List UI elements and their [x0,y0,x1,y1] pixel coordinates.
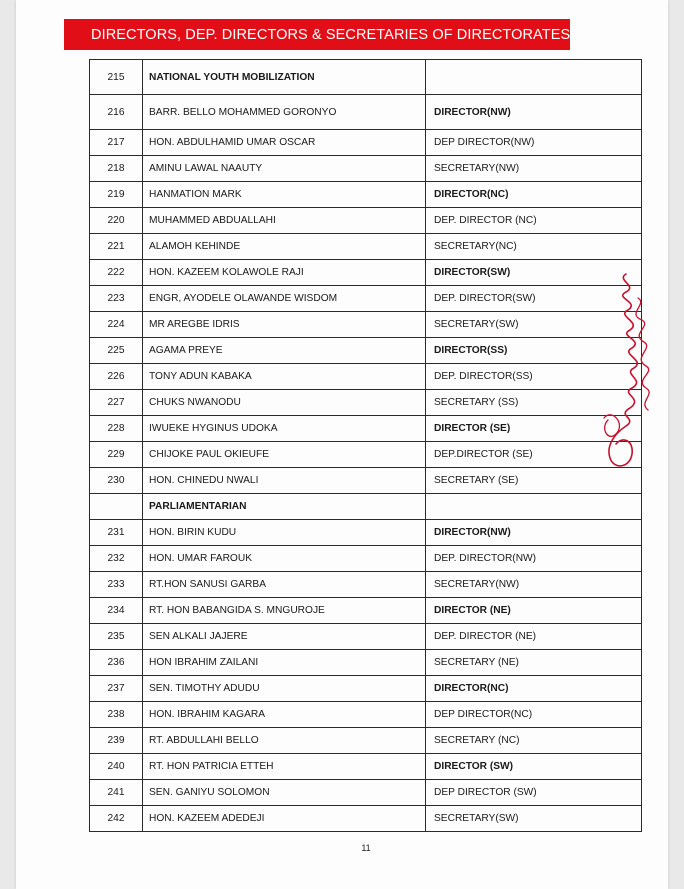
table-row [90,624,642,650]
name-cell: HON. CHINEDU NWALI [143,468,426,494]
name-cell: ENGR, AYODELE OLAWANDE WISDOM [143,286,426,312]
name-cell: RT. ABDULLAHI BELLO [143,728,426,754]
name-cell: HON. BIRIN KUDU [143,520,426,546]
name-cell: SEN. TIMOTHY ADUDU [143,676,426,702]
position-cell: SECRETARY(NW) [426,156,642,182]
serial-number-cell: 235 [90,624,143,650]
name-cell: RT. HON BABANGIDA S. MNGUROJE [143,598,426,624]
table-row [90,390,642,416]
position-cell: SECRETARY(NW) [426,572,642,598]
position-cell: SECRETARY(SW) [426,806,642,832]
position-cell: DIRECTOR(NW) [426,520,642,546]
table-row [90,754,642,780]
table-row [90,130,642,156]
position-cell: DEP. DIRECTOR (NE) [426,624,642,650]
position-cell: DEP DIRECTOR(NC) [426,702,642,728]
name-cell: PARLIAMENTARIAN [143,494,426,520]
page-number: 11 [361,843,371,853]
serial-number-cell: 241 [90,780,143,806]
position-cell: DEP DIRECTOR(NW) [426,130,642,156]
name-cell: RT. HON PATRICIA ETTEH [143,754,426,780]
serial-number-cell: 233 [90,572,143,598]
name-cell: HON IBRAHIM ZAILANI [143,650,426,676]
serial-number-cell: 232 [90,546,143,572]
serial-number-cell: 236 [90,650,143,676]
table-row [90,234,642,260]
table-body [90,60,642,832]
position-cell: DIRECTOR(NC) [426,182,642,208]
serial-number-cell: 237 [90,676,143,702]
table-row [90,676,642,702]
position-cell: DIRECTOR(NW) [426,95,642,130]
position-cell: SECRETARY (NE) [426,650,642,676]
serial-number-cell [90,494,143,520]
page-title: DIRECTORS, DEP. DIRECTORS & SECRETARIES OF DIRECTORATES [91,26,571,43]
serial-number-cell: 221 [90,234,143,260]
name-cell: HON. UMAR FAROUK [143,546,426,572]
table-row [90,520,642,546]
position-cell: SECRETARY (SS) [426,390,642,416]
table-row [90,494,642,520]
serial-number-cell: 218 [90,156,143,182]
name-cell: SEN. GANIYU SOLOMON [143,780,426,806]
document-page [16,0,668,889]
position-cell: DEP. DIRECTOR(NW) [426,546,642,572]
position-cell [426,60,642,95]
table-row [90,442,642,468]
serial-number-cell: 230 [90,468,143,494]
serial-number-cell: 231 [90,520,143,546]
position-cell: DIRECTOR(NC) [426,676,642,702]
table-row [90,364,642,390]
serial-number-cell: 224 [90,312,143,338]
position-cell: DIRECTOR (SE) [426,416,642,442]
name-cell: SEN ALKALI JAJERE [143,624,426,650]
table-row [90,156,642,182]
name-cell: CHUKS NWANODU [143,390,426,416]
position-cell: SECRETARY(SW) [426,312,642,338]
position-cell: DEP. DIRECTOR (NC) [426,208,642,234]
serial-number-cell: 242 [90,806,143,832]
table-row [90,95,642,130]
directorate-table [89,59,642,832]
position-cell: DIRECTOR (SW) [426,754,642,780]
serial-number-cell: 215 [90,60,143,95]
name-cell: BARR. BELLO MOHAMMED GORONYO [143,95,426,130]
table-row [90,702,642,728]
name-cell: TONY ADUN KABAKA [143,364,426,390]
table-row [90,60,642,95]
name-cell: AGAMA PREYE [143,338,426,364]
serial-number-cell: 220 [90,208,143,234]
position-cell: DEP.DIRECTOR (SE) [426,442,642,468]
table-row [90,338,642,364]
name-cell: CHIJOKE PAUL OKIEUFE [143,442,426,468]
name-cell: RT.HON SANUSI GARBA [143,572,426,598]
serial-number-cell: 238 [90,702,143,728]
table-row [90,182,642,208]
position-cell: SECRETARY(NC) [426,234,642,260]
table-row [90,260,642,286]
position-cell: SECRETARY (SE) [426,468,642,494]
table-row [90,806,642,832]
serial-number-cell: 217 [90,130,143,156]
name-cell: HON. KAZEEM KOLAWOLE RAJI [143,260,426,286]
name-cell: AMINU LAWAL NAAUTY [143,156,426,182]
table-row [90,572,642,598]
position-cell [426,494,642,520]
serial-number-cell: 227 [90,390,143,416]
position-cell: DEP. DIRECTOR(SS) [426,364,642,390]
table-row [90,468,642,494]
serial-number-cell: 234 [90,598,143,624]
position-cell: DIRECTOR (NE) [426,598,642,624]
handwritten-signature [586,268,666,478]
table-row [90,598,642,624]
serial-number-cell: 216 [90,95,143,130]
serial-number-cell: 225 [90,338,143,364]
table-row [90,546,642,572]
table-row [90,728,642,754]
page-title-banner [64,19,570,50]
serial-number-cell: 239 [90,728,143,754]
position-cell: DIRECTOR(SS) [426,338,642,364]
serial-number-cell: 229 [90,442,143,468]
position-cell: DEP. DIRECTOR(SW) [426,286,642,312]
name-cell: NATIONAL YOUTH MOBILIZATION [143,60,426,95]
name-cell: HON. ABDULHAMID UMAR OSCAR [143,130,426,156]
name-cell: MUHAMMED ABDUALLAHI [143,208,426,234]
table-row [90,312,642,338]
name-cell: ALAMOH KEHINDE [143,234,426,260]
position-cell: SECRETARY (NC) [426,728,642,754]
name-cell: MR AREGBE IDRIS [143,312,426,338]
table-row [90,208,642,234]
position-cell: DEP DIRECTOR (SW) [426,780,642,806]
table-row [90,650,642,676]
serial-number-cell: 223 [90,286,143,312]
serial-number-cell: 226 [90,364,143,390]
name-cell: HON. IBRAHIM KAGARA [143,702,426,728]
position-cell: DIRECTOR(SW) [426,260,642,286]
table-row [90,286,642,312]
serial-number-cell: 228 [90,416,143,442]
name-cell: IWUEKE HYGINUS UDOKA [143,416,426,442]
serial-number-cell: 240 [90,754,143,780]
name-cell: HANMATION MARK [143,182,426,208]
serial-number-cell: 222 [90,260,143,286]
table-row [90,416,642,442]
serial-number-cell: 219 [90,182,143,208]
name-cell: HON. KAZEEM ADEDEJI [143,806,426,832]
table-row [90,780,642,806]
